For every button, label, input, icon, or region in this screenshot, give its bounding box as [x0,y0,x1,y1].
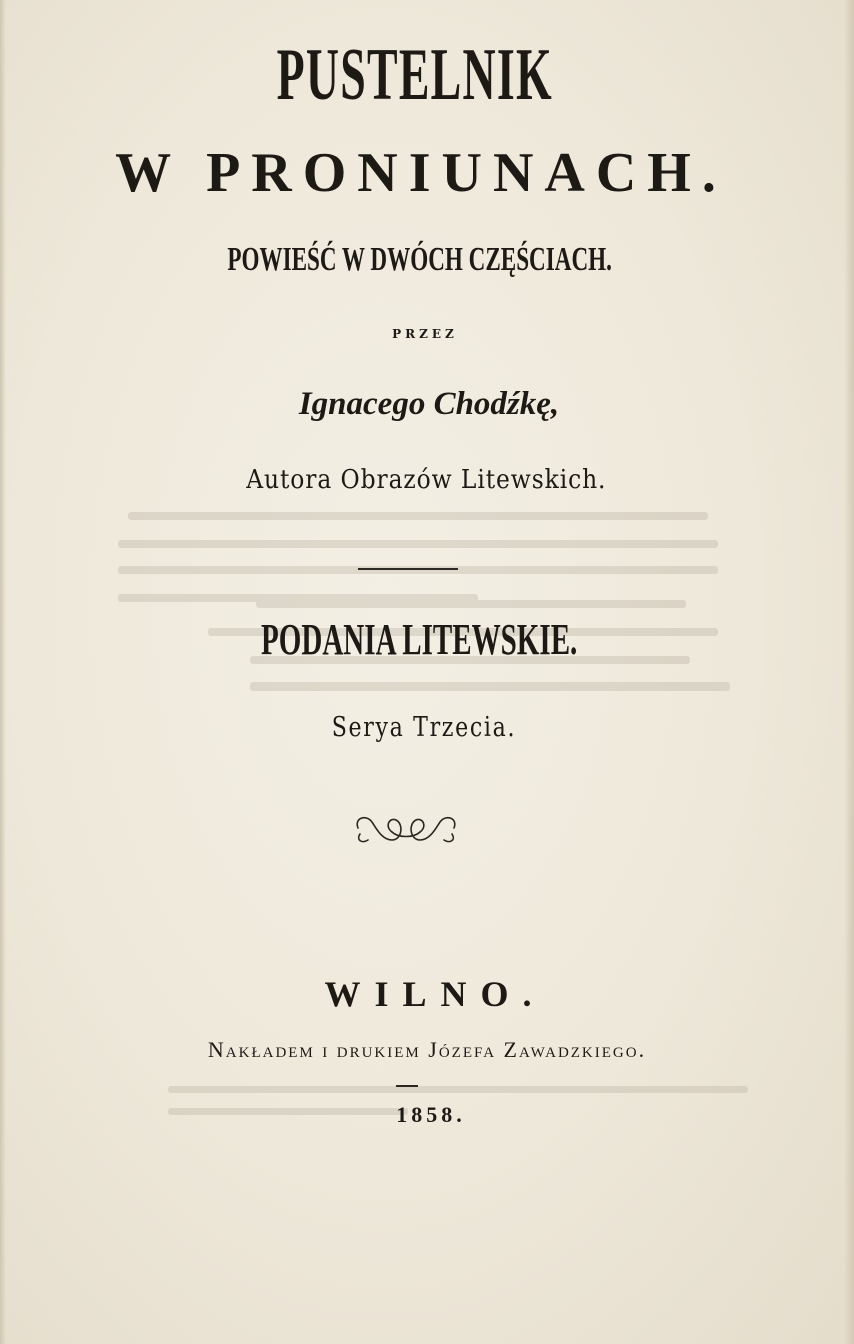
by-label: PRZEZ [392,327,458,341]
author-credit: Autora Obrazów Litewskich. [246,465,607,495]
imprint-publisher: Nakładem i drukiem Józefa Zawadzkiego. [207,1037,647,1062]
series-name: PODANIA LITEWSKIE. [261,615,578,664]
ornament-flourish-icon [352,810,460,850]
imprint-city: WILNO. [324,974,546,1014]
imprint-year: 1858. [396,1102,466,1127]
author-name: Ignacego Chodźkę, [298,386,560,422]
book-subtitle: POWIEŚĆ W DWÓCH CZĘŚCIACH. [227,241,612,278]
series-number: Serya Trzecia. [331,712,517,743]
book-title-line1: PUSTELNIK [276,34,553,116]
book-title-line2: W PRONIUNACH. [115,142,727,204]
short-rule [396,1085,418,1087]
divider-rule [358,568,458,570]
